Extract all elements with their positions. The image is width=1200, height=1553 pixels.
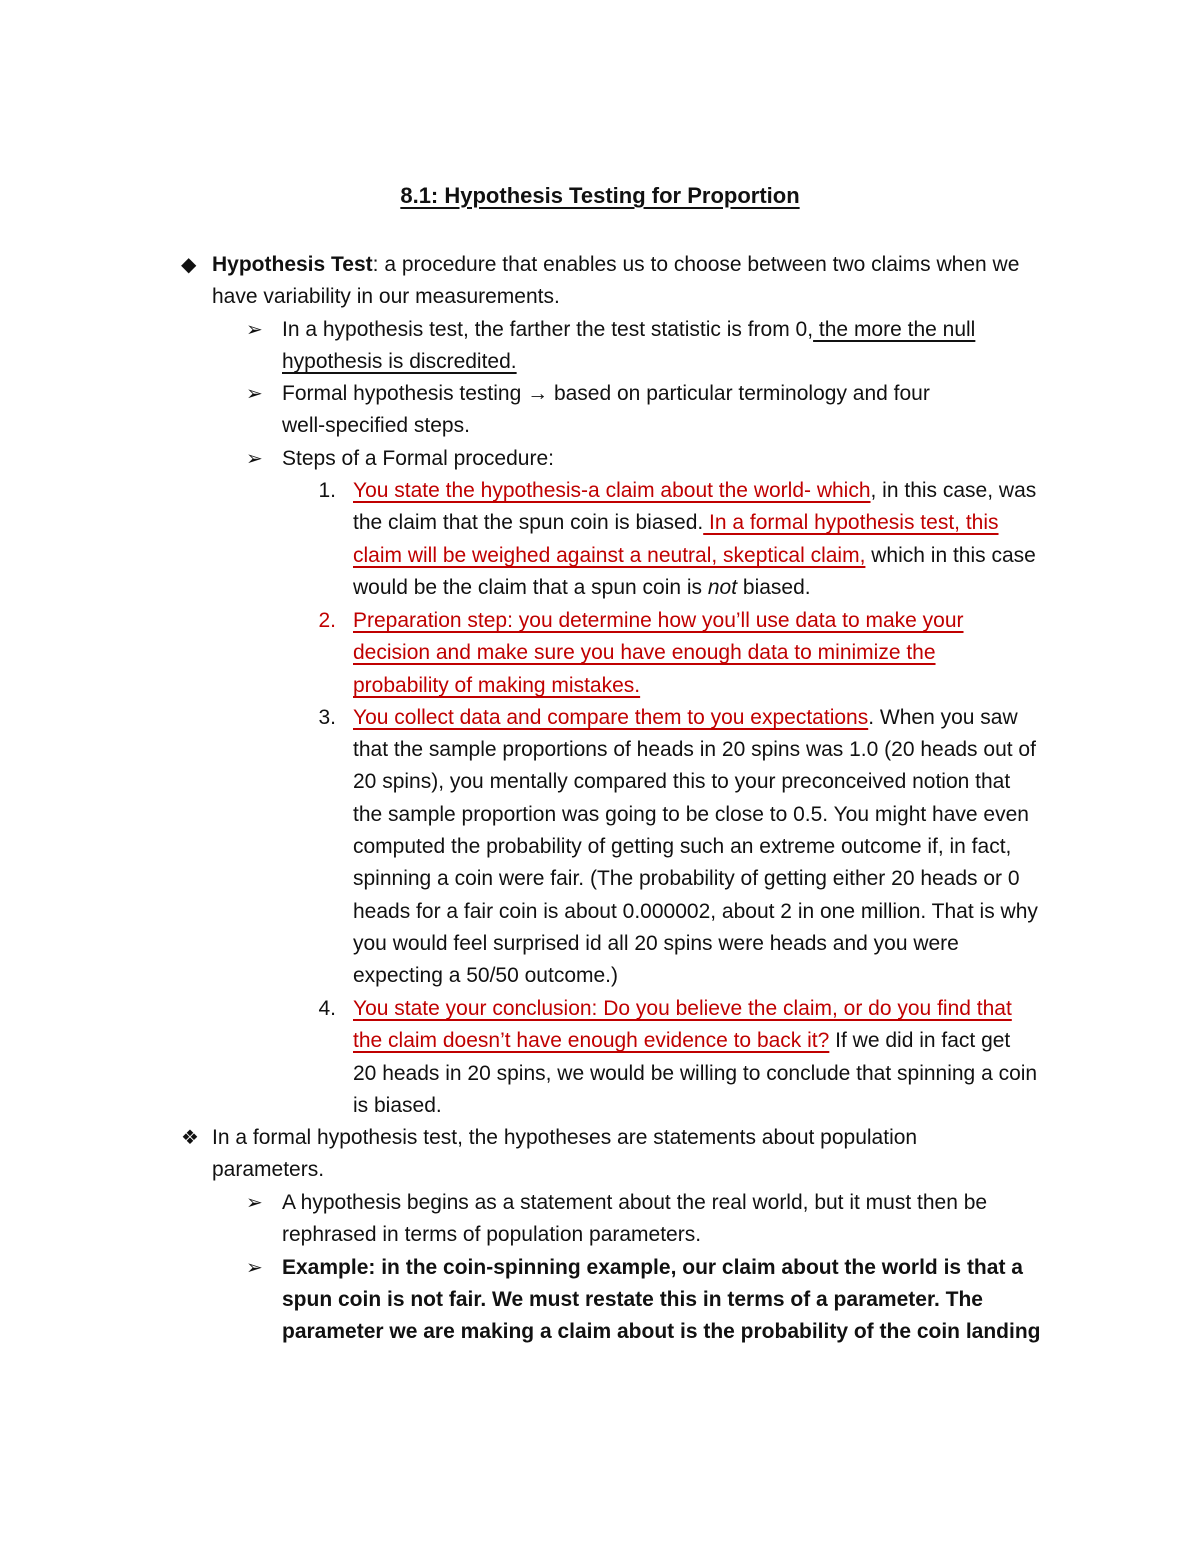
definition-line: Hypothesis Test: a procedure that enables us to choose between two claims when we [212, 253, 1020, 276]
step-number: 4. [318, 997, 336, 1020]
step-line: would be the claim that a spun coin is not biased. [353, 576, 811, 599]
step-number: 2. [318, 609, 336, 632]
step-line: expecting a 50/50 outcome.) [353, 964, 619, 987]
clover-bullet-icon: ❖ [181, 1127, 199, 1149]
bullet-line: Example: in the coin-spinning example, our claim about the world is that a [282, 1256, 1023, 1279]
step-line: you would feel surprised id all 20 spins were heads and you were [353, 932, 959, 955]
step-number: 3. [318, 706, 336, 729]
bullet-line: spun coin is not fair. We must restate this in terms of a parameter. The [282, 1288, 983, 1311]
bullet-line: In a hypothesis test, the farther the test statistic is from 0, the more the null [282, 318, 976, 341]
step-line: is biased. [353, 1094, 442, 1117]
arrow-bullet-icon: ➢ [246, 448, 263, 470]
definition-line: have variability in our measurements. [212, 285, 560, 308]
step-line: You state the hypothesis-a claim about the world- which, in this case, was [353, 479, 1037, 502]
bullet-line: rephrased in terms of population parameters. [282, 1223, 702, 1246]
page-title: 8.1: Hypothesis Testing for Proportion [400, 183, 800, 208]
step-line: probability of making mistakes. [353, 674, 641, 697]
step-line: the sample proportion was going to be close to 0.5. You might have even [353, 803, 1029, 826]
step-line: that the sample proportions of heads in 20 spins was 1.0 (20 heads out of [353, 738, 1036, 761]
step-line: the claim doesn’t have enough evidence to back it? If we did in fact get [353, 1029, 1011, 1052]
step-line: 20 heads in 20 spins, we would be willing to conclude that spinning a coin [353, 1062, 1038, 1085]
bullet-line: well-specified steps. [282, 414, 470, 437]
step-line: You collect data and compare them to you expectations. When you saw [353, 706, 1018, 729]
section-line: In a formal hypothesis test, the hypotheses are statements about population [212, 1126, 918, 1149]
bullet-line: A hypothesis begins as a statement about the real world, but it must then be [282, 1191, 988, 1214]
bullet-line: Steps of a Formal procedure: [282, 447, 554, 470]
arrow-bullet-icon: ➢ [246, 1257, 263, 1279]
step-line: spinning a coin were fair. (The probability of getting either 20 heads or 0 [353, 867, 1020, 890]
step-line: decision and make sure you have enough data to minimize the [353, 641, 936, 664]
step-line: Preparation step: you determine how you’ll use data to make your [353, 609, 964, 632]
arrow-bullet-icon: ➢ [246, 383, 263, 405]
diamond-bullet-icon: ◆ [181, 254, 197, 276]
step-line: computed the probability of getting such an extreme outcome if, in fact, [353, 835, 1012, 858]
definition-term: Hypothesis Test [212, 253, 373, 276]
bullet-line: Formal hypothesis testing → based on particular terminology and four [282, 382, 930, 405]
arrow-bullet-icon: ➢ [246, 319, 263, 341]
step-line: the claim that the spun coin is biased. In a formal hypothesis test, this [353, 511, 999, 534]
section-line: parameters. [212, 1158, 325, 1181]
step-number: 1. [318, 479, 336, 502]
step-line: You state your conclusion: Do you believe the claim, or do you find that [353, 997, 1012, 1020]
step-line: 20 spins), you mentally compared this to your preconceived notion that [353, 770, 1011, 793]
bullet-line: hypothesis is discredited. [282, 350, 517, 373]
arrow-bullet-icon: ➢ [246, 1192, 263, 1214]
step-line: claim will be weighed against a neutral, skeptical claim, which in this case [353, 544, 1036, 567]
bullet-line: parameter we are making a claim about is the probability of the coin landing [282, 1320, 1041, 1343]
step-line: heads for a fair coin is about 0.000002, about 2 in one million. That is why [353, 900, 1038, 923]
